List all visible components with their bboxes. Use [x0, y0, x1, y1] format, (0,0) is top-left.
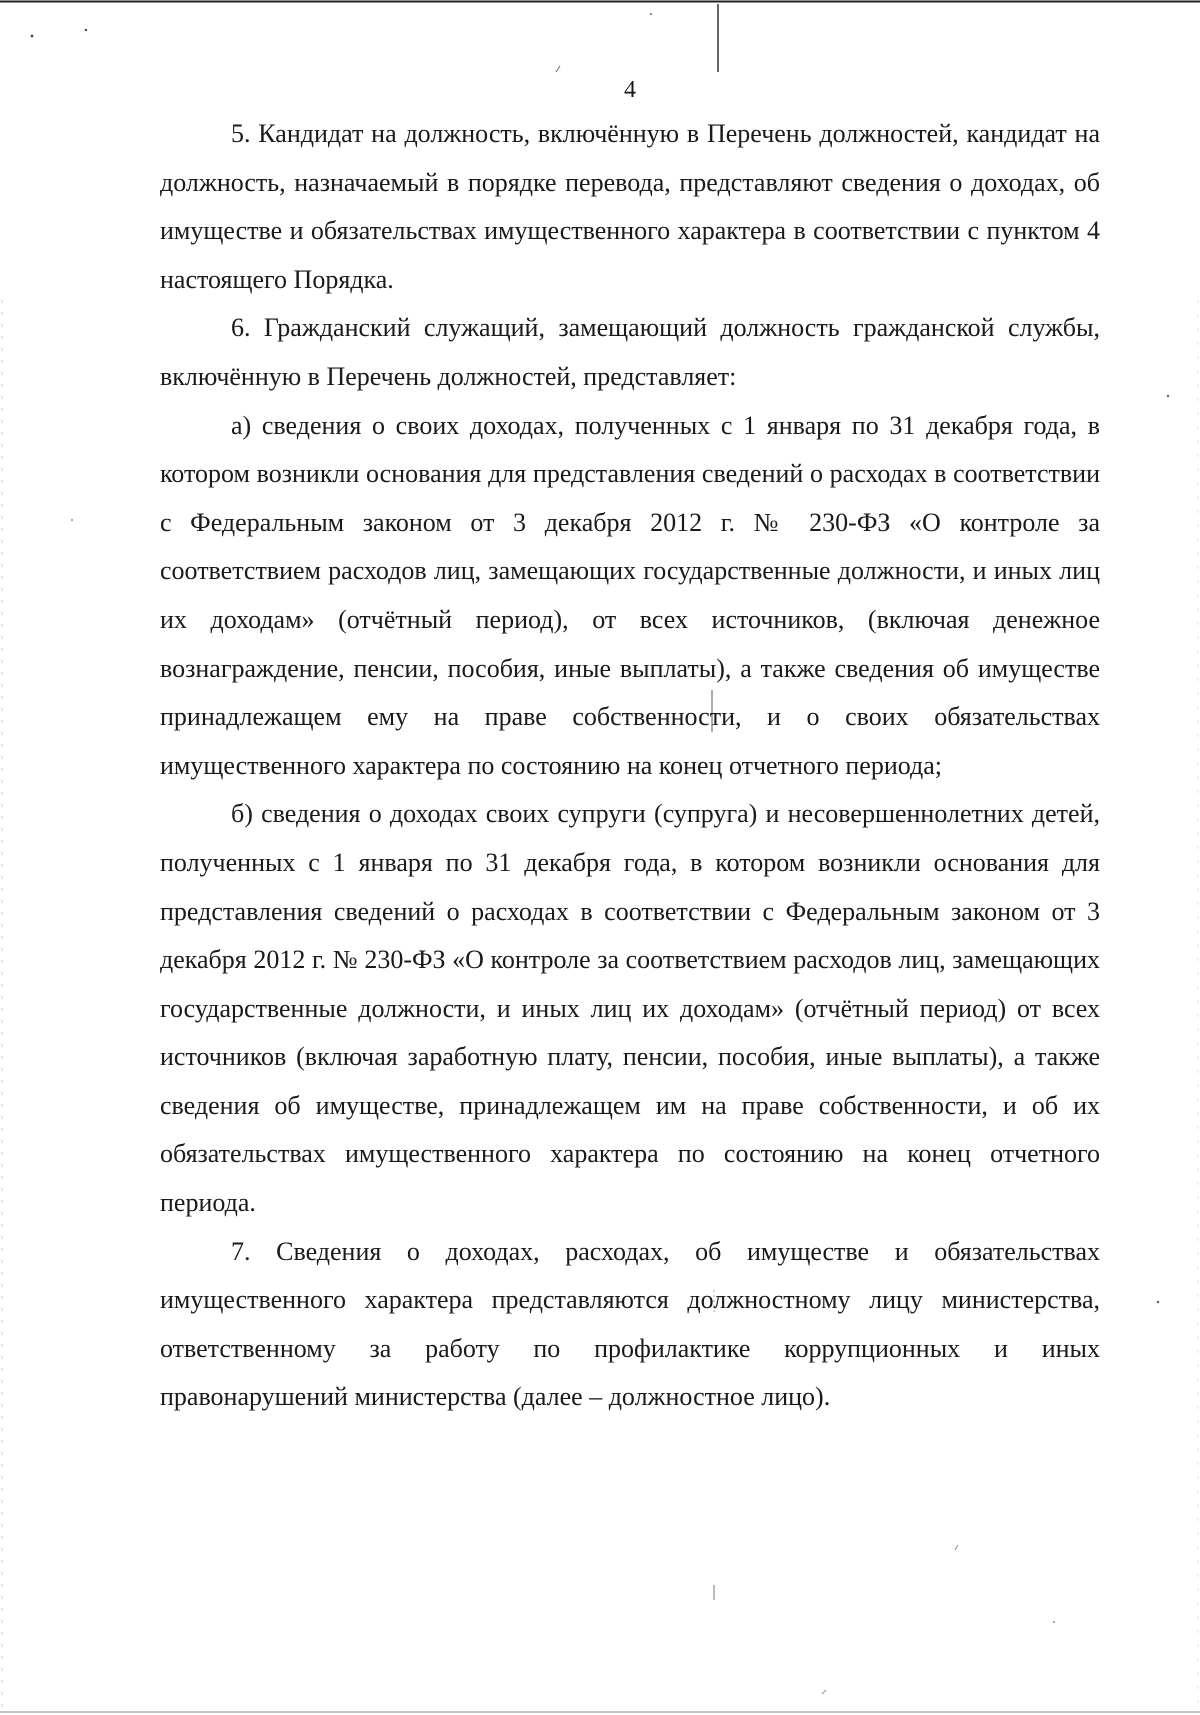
paragraph-7: 7. Сведения о доходах, расходах, об имуществе и обязательствах имущественного характера представляются должностному лицу министерства, ответственному за работу по профилактике коррупционных и иных правонарушений министерства (далее – должностное лицо). — [160, 1236, 1100, 1412]
paragraph-6-b: б) сведения о доходах своих супруги (супруга) и несовершеннолетних детей, полученных с 1 января по 31 декабря года, в котором возникли основания для представления сведений о расходах в соответствии с Федеральным законом от 3 декабря 2012 г. № 230-ФЗ «О контроле за соответствием расходов лиц, замещающих государственные должности, и иных лиц их доходам» (отчётный период) от всех источников (включая заработную плату, пенсии, пособия, иные выплаты), а также сведения об имуществе, принадлежащем им на праве собственности, и об их обязательствах имущественного характера по состоянию на конец отчетного периода. — [160, 799, 1100, 1218]
page-number: 4 — [624, 77, 636, 103]
paragraph-6-a: а) сведения о своих доходах, полученных с 1 января по 31 декабря года, в котором возникли основания для представления сведений о расходах в соответствии с Федеральным законом от 3 декабря 2012 г. № 230-ФЗ «О контроле за соответствием расходов лиц, замещающих государственные должности, и иных лиц их доходам» (отчётный период), от всех источников, (включая денежное вознаграждение, пенсии, пособия, иные выплаты), а также сведения об имуществе принадлежащем ему на праве собственности, и о своих обязательствах имущественного характера по состоянию на конец отчетного периода; — [160, 410, 1100, 780]
document-body — [160, 110, 1100, 1422]
paragraph-6: 6. Гражданский служащий, замещающий должность гражданской службы, включённую в Перечень должностей, представляет: — [160, 313, 1100, 391]
paragraph-5: 5. Кандидат на должность, включённую в Перечень должностей, кандидат на должность, назначаемый в порядке перевода, представляют сведения о доходах, об имуществе и обязательствах имущественного характера в соответствии с пунктом 4 настоящего Порядка. — [160, 119, 1100, 294]
